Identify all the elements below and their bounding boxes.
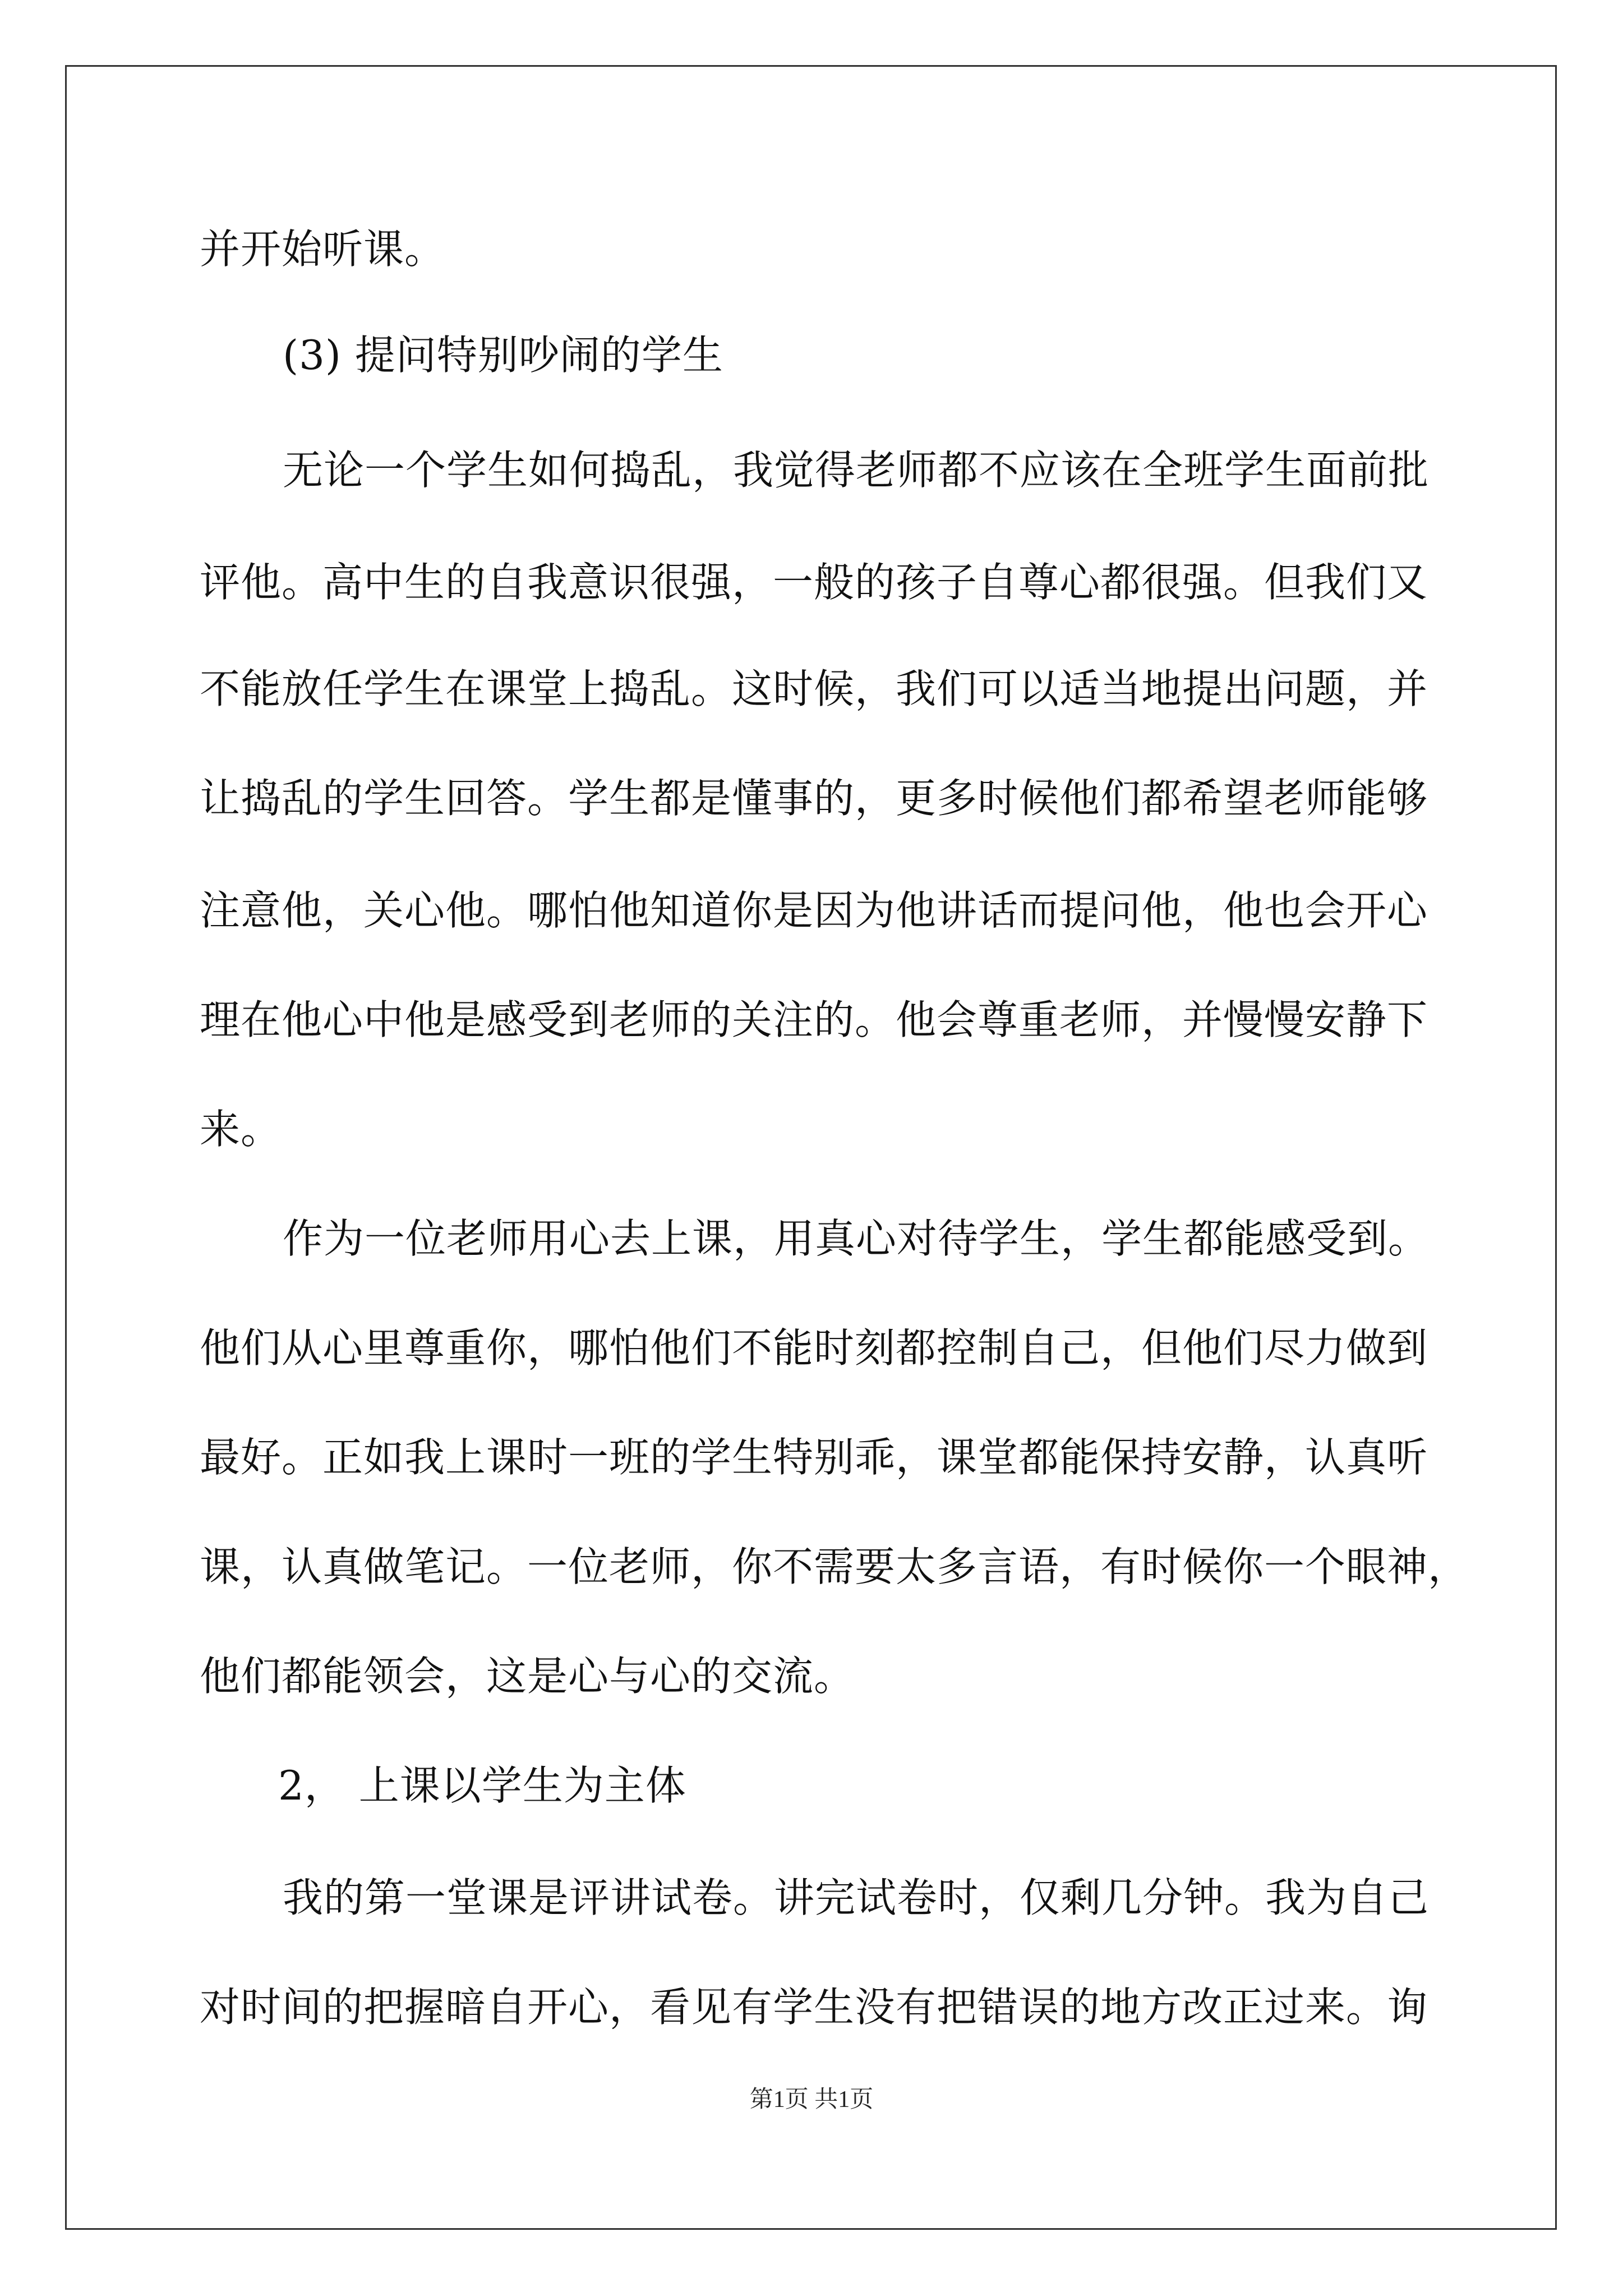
text-line: 不能放任学生在课堂上捣乱。这时候，我们可以适当地提出问题，并 bbox=[200, 665, 1428, 712]
section-heading: 2， 上课以学生为主体 bbox=[278, 1762, 686, 1809]
paragraph-first-line: 我的第一堂课是评讲试卷。讲完试卷时，仅剩几分钟。我为自己 bbox=[283, 1874, 1430, 1921]
text-line: 评他。高中生的自我意识很强，一般的孩子自尊心都很强。但我们又 bbox=[200, 559, 1428, 606]
text-line: 他们都能领会，这是心与心的交流。 bbox=[200, 1653, 855, 1700]
paragraph-first-line: 无论一个学生如何捣乱，我觉得老师都不应该在全班学生面前批 bbox=[283, 447, 1430, 494]
text-line: 注意他，关心他。哪怕他知道你是因为他讲话而提问他，他也会开心 bbox=[200, 887, 1428, 934]
text-line: 对时间的把握暗自开心，看见有学生没有把错误的地方改正过来。询 bbox=[200, 1984, 1428, 2031]
page-footer: 第1页 共1页 bbox=[749, 2087, 874, 2113]
text-line: 来。 bbox=[200, 1106, 282, 1153]
text-line: 让捣乱的学生回答。学生都是懂事的，更多时候他们都希望老师能够 bbox=[200, 775, 1428, 822]
section-heading: (3) 提问特别吵闹的学生 bbox=[283, 332, 723, 379]
text-line: 并开始听课。 bbox=[200, 226, 446, 273]
text-line: 课，认真做笔记。一位老师，你不需要太多言语，有时候你一个眼神， bbox=[200, 1543, 1469, 1590]
text-line: 最好。正如我上课时一班的学生特别乖，课堂都能保持安静，认真听 bbox=[200, 1434, 1428, 1481]
paragraph-first-line: 作为一位老师用心去上课，用真心对待学生，学生都能感受到。 bbox=[283, 1215, 1430, 1262]
text-line: 他们从心里尊重你，哪怕他们不能时刻都控制自己，但他们尽力做到 bbox=[200, 1324, 1428, 1372]
text-line: 理在他心中他是感受到老师的关注的。他会尊重老师，并慢慢安静下 bbox=[200, 996, 1428, 1043]
